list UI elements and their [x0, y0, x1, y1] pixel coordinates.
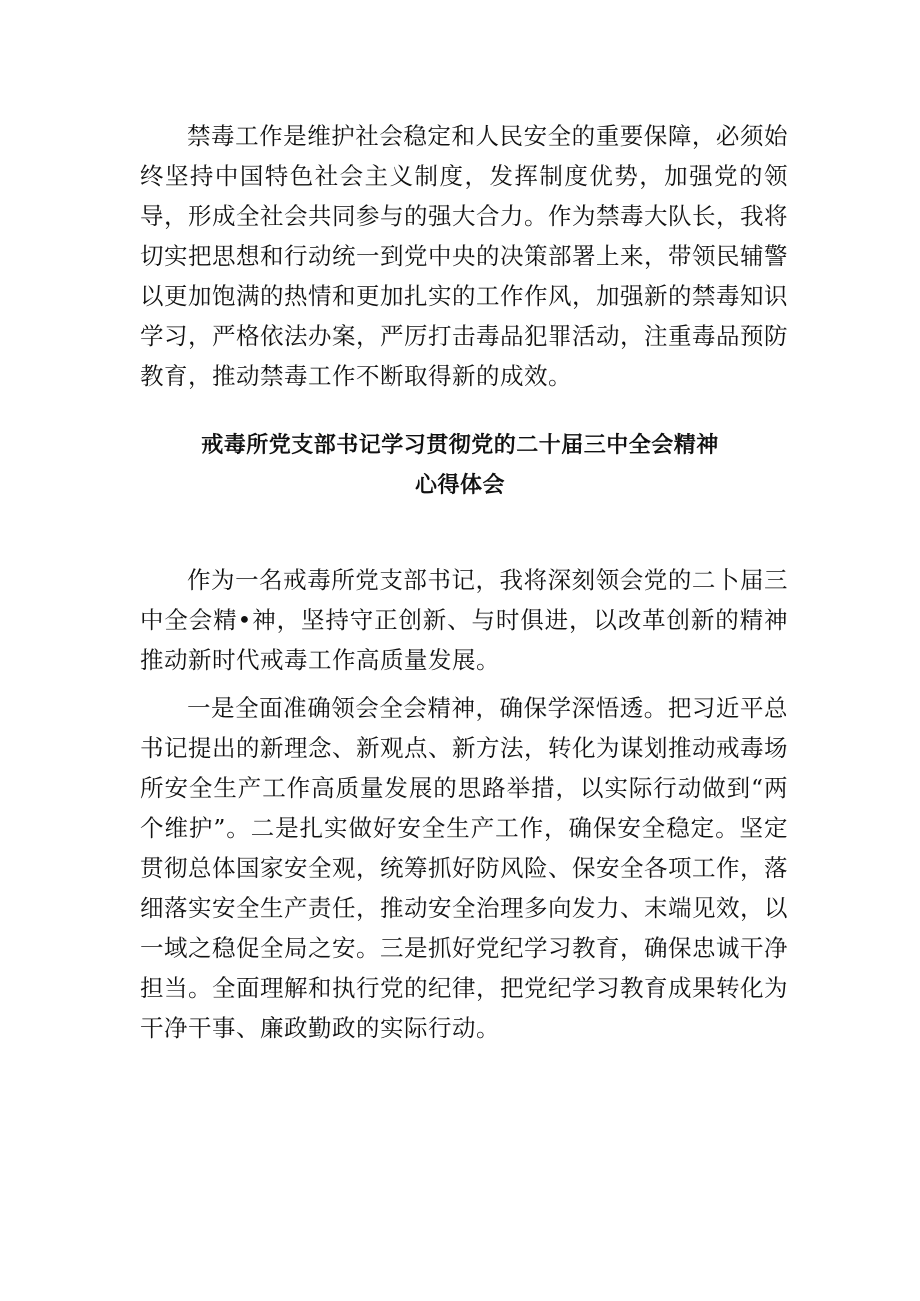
intro-paragraph: 禁毒工作是维护社会稳定和人民安全的重要保障，必须始终坚持中国特色社会主义制度，发挥制度优势，加强党的领导，形成全社会共同参与的强大合力。作为禁毒大队长，我将切实把思想和行动统一到党中央的决策部署上来，带领民辅警以更加饱满的热情和更加扎实的工作作风，加强新的禁毒知识学习，严格依法办案，严厉打击毒品犯罪活动，注重毒品预防教育，推动禁毒工作不断取得新的成效。 — [140, 122, 788, 390]
body-paragraph: 一是全面准确领会全会精神，确保学深悟透。把习近平总书记提出的新理念、新观点、新方法，转化为谋划推动戒毒场所安全生产工作高质量发展的思路举措，以实际行动做到“两个维护”。二是扎实做好安全生产工作，确保安全稳定。坚定贯彻总体国家安全观，统筹抓好防风险、保安全各项工作，落细落实安全生产责任，推动安全治理多向发力、末端见效，以一域之稳促全局之安。三是抓好党纪学习教育，确保忠诚干净担当。全面理解和执行党的纪律，把党纪学习教育成果转化为干净干事、廉政勤政的实际行动。 — [140, 694, 788, 1042]
body-section-opening — [140, 560, 788, 680]
body-section-points — [140, 688, 788, 1048]
article-title-line-2: 心得体会 — [414, 473, 505, 498]
article-title-line-1: 戒毒所党支部书记学习贯彻党的二十届三中全会精神 — [201, 433, 719, 458]
body-paragraph: 作为一名戒毒所党支部书记，我将深刻领会党的二卜届三中全会精•神，坚持守正创新、与时俱进，以改革创新的精神推动新时代戒毒工作高质量发展。 — [140, 566, 788, 674]
intro-section — [140, 116, 788, 396]
article-title — [0, 426, 920, 506]
